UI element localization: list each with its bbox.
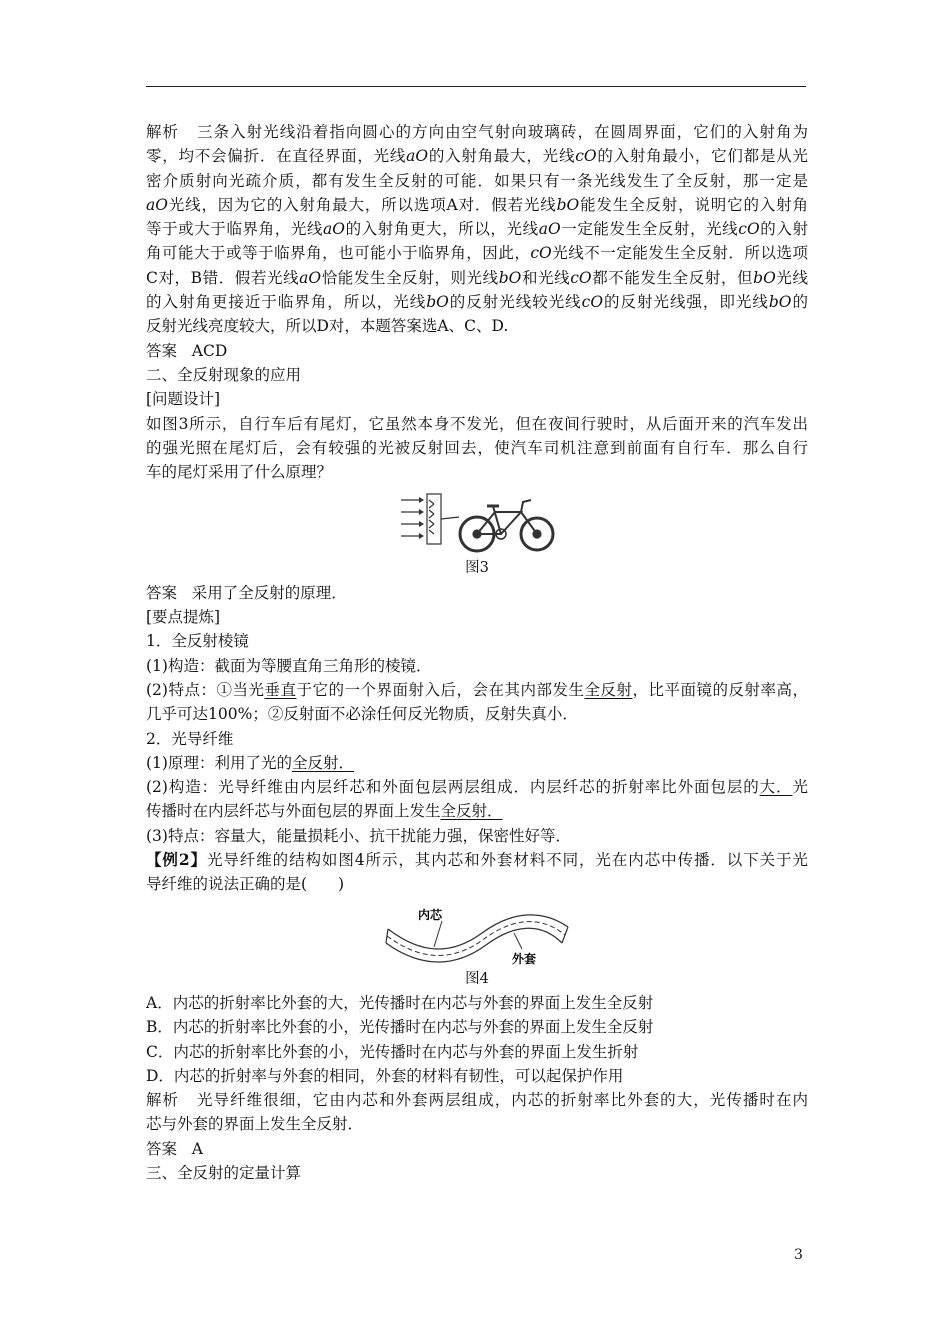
label-outer-cladding: 外套 [512, 951, 537, 966]
figure-3-bicycle [397, 490, 557, 556]
point-1-construction: (1)构造：截面为等腰直角三角形的棱镜． [146, 656, 432, 675]
answer-2: 答案 采用了全反射的原理． [146, 583, 347, 602]
section-3-heading: 三、全反射的定量计算 [146, 1163, 302, 1182]
answer-1: 答案 ACD [146, 341, 228, 360]
analysis-1-line-9: 反射光线亮度较大，所以D对，本题答案选A、C、D. [146, 317, 509, 336]
incoming-light-arrows [401, 500, 419, 536]
option-c: C．内芯的折射率比外套的小，光传播时在内芯与外套的界面上发生折射 [146, 1042, 639, 1061]
point-1-title: 1．全反射棱镜 [146, 632, 249, 651]
option-d: D．内芯的折射率与外套的相同，外套的材料有韧性，可以起保护作用 [146, 1066, 624, 1085]
analysis-1-line-4: aO光线，因为它的入射角最大，所以选项A对．假若光线bO能发生全反射，说明它的入射角 [146, 195, 808, 214]
figure-4-caption: 图4 [465, 970, 489, 987]
analysis-1-line-8: 的入射角更接近于临界角，所以，光线bO的反射光线较光线cO的反射光线强，即光线bO的 [146, 293, 808, 312]
label-inner-core: 内芯 [418, 907, 443, 922]
point-1-features-line-1: (2)特点：①当光垂直于它的一个界面射入后，会在其内部发生全反射，比平面镜的反射率高， [146, 680, 808, 699]
point-2-construction-line-2: 传播时在内层纤芯与外面包层的界面上发生全反射． [146, 802, 503, 821]
point-2-construction-line-1: (2)构造：光导纤维由内层纤芯和外面包层两层组成．内层纤芯的折射率比外面包层的大．光 [146, 778, 808, 797]
design-text-line-2: 的强光照在尾灯后，会有较强的光被反射回去，使汽车司机注意到前面有自行车．那么自行 [146, 438, 808, 457]
point-2-title: 2．光导纤维 [146, 729, 234, 748]
analysis-1-line-2: 零，均不会偏折．在直径界面，光线aO的入射角最大，光线cO的入射角最小，它们都是从光 [146, 147, 808, 166]
point-1-features-line-2: 几乎可达100%；②反射面不必涂任何反光物质，反射失真小． [146, 705, 578, 724]
question-design-label: [问题设计] [146, 390, 221, 409]
example-2-line-1: 【例2】光导纤维的结构如图4所示，其内芯和外套材料不同，光在内芯中传播．以下关于光 [146, 850, 808, 870]
analysis-2-line-1: 解析 光导纤维很细，它由内芯和外套两层组成，内芯的折射率比外套的大，光传播时在内 [146, 1091, 808, 1110]
tail-light-reflector [427, 494, 441, 544]
option-a: A．内芯的折射率比外套的大，光传播时在内芯与外套的界面上发生全反射 [146, 993, 654, 1012]
analysis-1-line-1: 解析 三条入射光线沿着指向圆心的方向由空气射向玻璃砖，在圆周界面，它们的入射角为 [146, 123, 808, 141]
section-2-heading: 二、全反射现象的应用 [146, 365, 302, 384]
answer-3: 答案 A [146, 1139, 203, 1158]
analysis-1-line-3: 密介质射向光疏介质，都有发生全反射的可能．如果只有一条光线发生了全反射，那一定是 [146, 171, 808, 190]
analysis-1-line-5: 等于或大于临界角，光线aO的入射角更大，所以，光线aO一定能发生全反射，光线cO的入射 [146, 220, 808, 239]
option-b: B．内芯的折射率比外套的小，光传播时在内芯与外套的界面上发生全反射 [146, 1018, 654, 1037]
main-content [146, 120, 808, 1185]
design-text-line-3: 车的尾灯采用了什么原理？ [146, 463, 333, 482]
analysis-2-line-2: 芯与外套的界面上发生全反射． [146, 1115, 364, 1134]
example-2-label: 【例2】 [146, 850, 207, 870]
key-points-label: [要点提炼] [146, 608, 221, 627]
point-2-principle: (1)原理：利用了光的全反射． [146, 753, 354, 772]
analysis-1-line-6: 角可能大于或等于临界角，也可能小于临界角，因此，cO光线不一定能发生全反射．所以选项 [146, 244, 808, 263]
figure-4-optical-fiber [382, 903, 572, 967]
analysis-1-line-7: C对，B错．假若光线aO恰能发生全反射，则光线bO和光线cO都不能发生全反射，但bO光线 [146, 268, 808, 287]
example-2-line-2: 导纤维的说法正确的是( ) [146, 875, 345, 894]
figure-3-caption: 图3 [465, 560, 489, 577]
point-2-features: (3)特点：容量大，能量损耗小、抗干扰能力强，保密性好等． [146, 826, 571, 845]
header-rule [146, 86, 806, 87]
design-text-line-1: 如图3所示，自行车后有尾灯，它虽然本身不发光，但在夜间行驶时，从后面开来的汽车发出 [146, 414, 808, 433]
page-number: 3 [794, 1247, 803, 1263]
